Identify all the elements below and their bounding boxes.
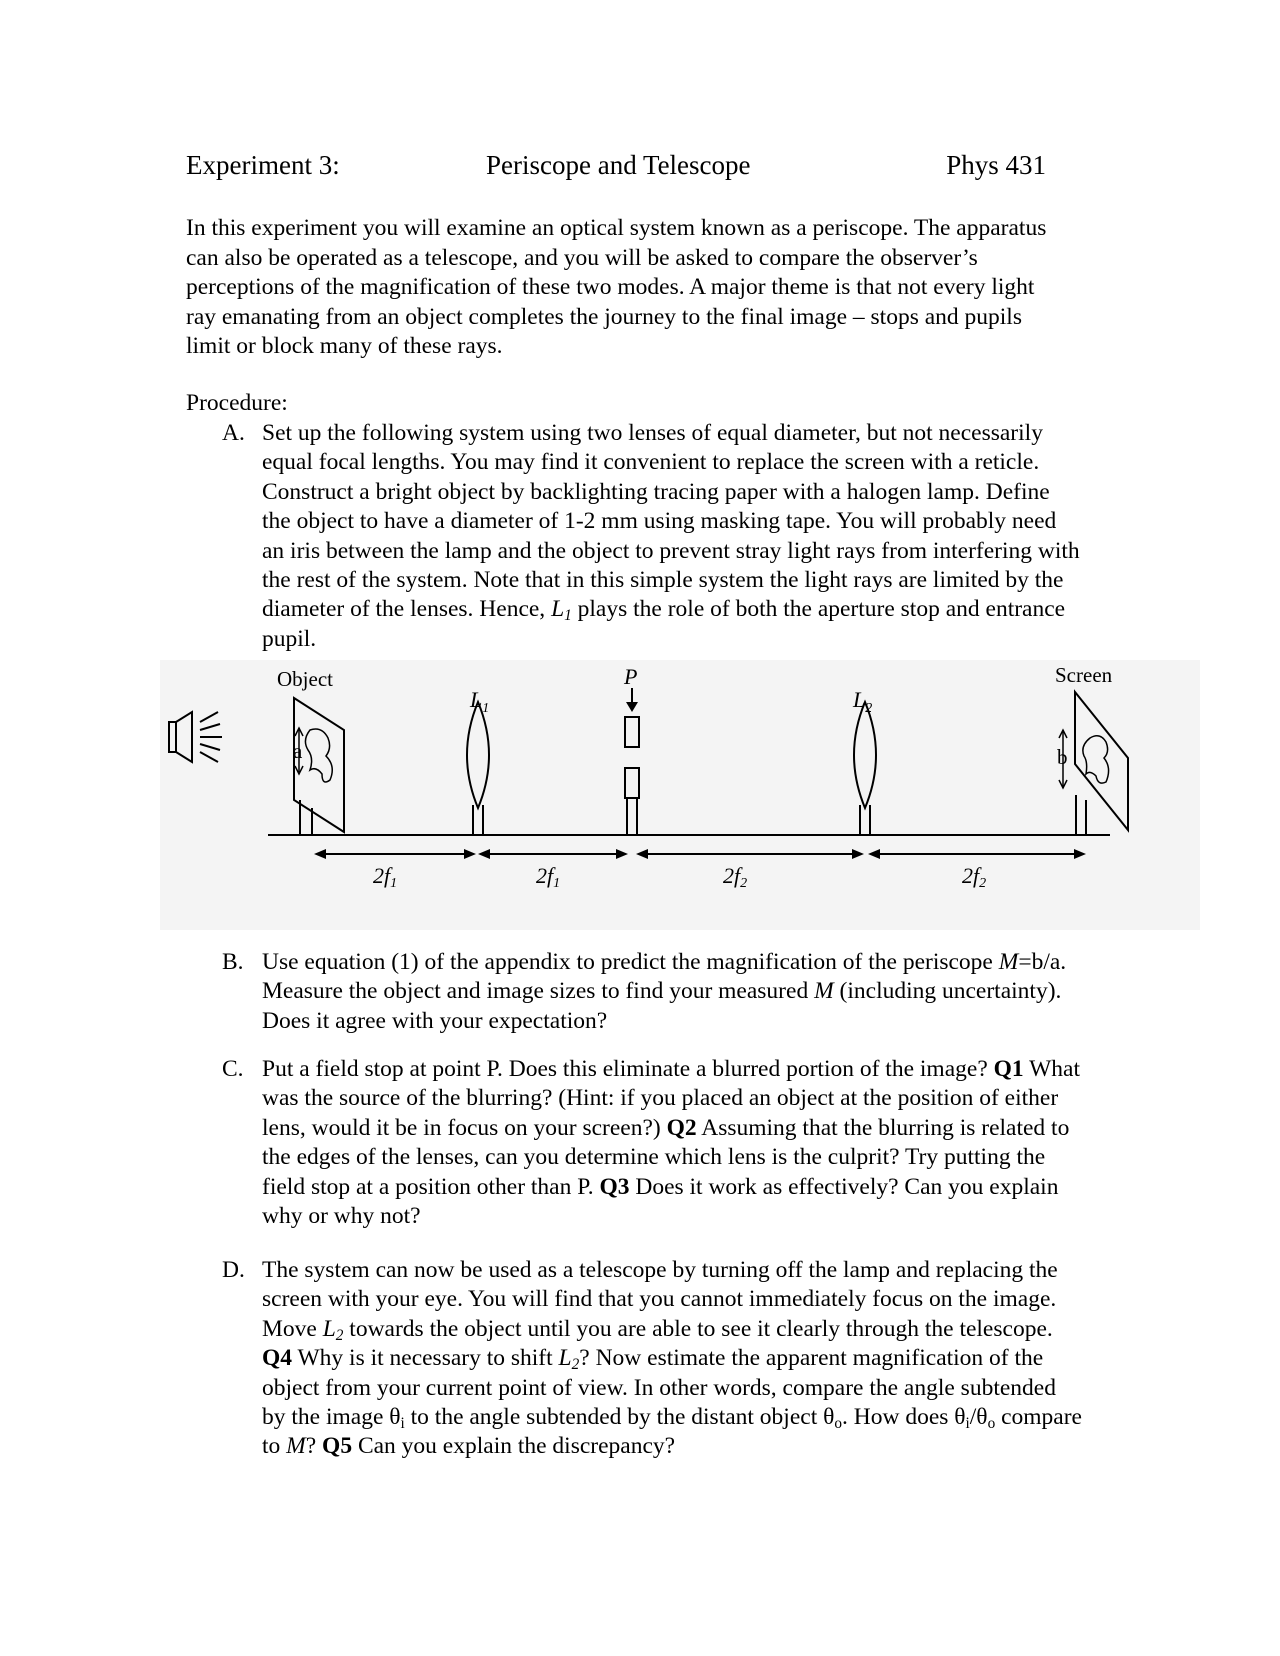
object-size-label: a [293,739,303,763]
distance-arrows [314,849,1086,859]
procedure-step-d [222,1256,1082,1462]
procedure-step-c [222,1055,1082,1231]
experiment-title: Periscope and Telescope [486,150,751,180]
lens-l1 [467,702,489,835]
step-text: Use equation (1) of the appendix to predict the magnification of the periscope M=b/a. Measure the object and image sizes to find your measured M (including uncertainty). Does it agree with your expectation? [262,949,1067,1034]
step-marker: A. [222,420,245,446]
lens-l2 [854,702,876,835]
lens-l2-label: $L_2$ [853,687,873,716]
image-size-label: b [1057,745,1068,769]
distance-label-2: 2f1 [536,863,561,891]
distance-label-3: 2f2 [723,863,748,891]
object-label: Object [277,667,333,691]
step-marker: C. [222,1056,244,1082]
procedure-step-a [222,419,1082,654]
screen-label: Screen [1055,663,1113,687]
page-header [186,150,1046,190]
periscope-diagram [160,660,1200,930]
intro-paragraph: In this experiment you will examine an optical system known as a periscope. The apparatus can also be operated as a telescope, and you will be asked to compare the observer’s perceptions of the magnification of these two modes. A major theme is that not every light ray emanating from an object completes the journey to the final image – stops and pupils limit or block many of these rays. [186,215,1047,359]
procedure-step-b [222,948,1082,1036]
distance-label-4: 2f2 [962,863,987,891]
experiment-number: Experiment 3: [186,150,340,180]
procedure-heading: Procedure: [186,390,288,416]
lens-l1-label: $L_1$ [470,687,490,716]
point-p-label: P [624,664,638,689]
object-screen [294,698,344,835]
lamp-icon [169,712,222,762]
p-arrow-icon [626,702,638,712]
distance-label-1: 2f1 [373,863,398,891]
step-marker: B. [222,949,244,975]
course-code: Phys 431 [946,150,1046,180]
screen [1059,692,1128,835]
step-text: Put a field stop at point P. Does this eliminate a blurred portion of the image? Q1 What was the source of the blurring? (Hint: if you placed an object at the position of either lens, would it be in focus on your screen?) Q2 Assuming that the blurring is related to the edges of the lenses, can you determine which lens is the culprit? Try putting the field stop at a position other than P. Q3 Does it work as effectively? Can you explain why or why not? [262,1056,1080,1230]
step-marker: D. [222,1257,245,1283]
step-text: The system can now be used as a telescope by turning off the lamp and replacing the screen with your eye. You will find that you cannot immediately focus on the image. Move $L_2$ towards the object until you are able to see it clearly through the telescope. Q4 Why is it necessary to shift $L_2$? Now estimate the apparent magnification of the object from your current point of view. In other words, compare the angle subtended by the image $\theta_i$ to the angle subtended by the distant object $\theta_o$. How does $\theta_i/\theta_o$ compare to M? Q5 Can you explain the discrepancy? [262,1257,1082,1460]
step-text: Set up the following system using two lenses of equal diameter, but not necessarily equal focal lengths. You may find it convenient to replace the screen with a reticle. Construct a bright object by backlighting tracing paper with a halogen lamp. Define the object to have a diameter of 1-2 mm using masking tape. You will probably need an iris between the lamp and the object to prevent stray light rays from interfering with the rest of the system. Note that in this simple system the light rays are limited by the diameter of the lenses. Hence, $L_1$ plays the role of both the aperture stop and entrance pupil. [262,420,1080,652]
